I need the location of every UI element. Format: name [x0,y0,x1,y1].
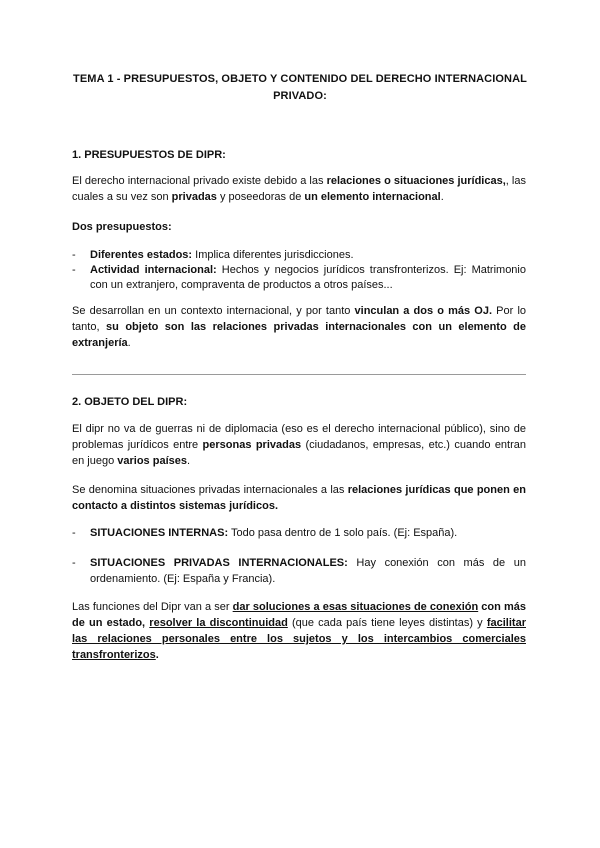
bullet-dash: - [72,557,76,569]
section-2-paragraph-1: El dipr no va de guerras ni de diplomacia (eso es el derecho internacional público), sino de problemas jurídicos entre personas privadas (ciudadanos, empresas, etc.) cuando entran en juego varios países. [72,423,527,467]
list-item: - SITUACIONES PRIVADAS INTERNACIONALES: Hay conexión con más de un ordenamiento. (Ej: España y Francia). [72,557,526,585]
list-item: - Actividad internacional: Hechos y negocios jurídicos transfronterizos. Ej: Matrimonio con un extranjero, compraventa de productos a otros países... [72,264,526,291]
list-item: - SITUACIONES INTERNAS: Todo pasa dentro de 1 solo país. (Ej: España). [72,527,458,539]
section-2-heading: 2. OBJETO DEL DIPR: [72,396,188,408]
section-1-paragraph-1: El derecho internacional privado existe debido a las relaciones o situaciones jurídicas,, las cuales a su vez son privadas y poseedoras de un elemento internacional. [72,175,526,203]
bullet-dash: - [72,264,76,276]
bullet-dash: - [72,527,76,539]
section-1-subheading: Dos presupuestos: [72,221,172,233]
section-1-paragraph-2: Se desarrollan en un contexto internacional, y por tanto vinculan a dos o más OJ. Por lo tanto, su objeto son las relaciones privadas internacionales con un elemento de extranjería. [72,305,527,349]
bullet-dash: - [72,249,76,261]
section-1-heading: 1. PRESUPUESTOS DE DIPR: [72,149,226,161]
list-item: - Diferentes estados: Implica diferentes jurisdicciones. [72,249,354,261]
document-title: TEMA 1 - PRESUPUESTOS, OBJETO Y CONTENIDO DEL DERECHO INTERNACIONAL PRIVADO: [73,73,527,102]
horizontal-divider [72,374,526,375]
section-2-paragraph-2: Se denomina situaciones privadas internacionales a las relaciones jurídicas que ponen en contacto a distintos sistemas jurídicos. [72,484,526,512]
section-2-paragraph-3: Las funciones del Dipr van a ser dar soluciones a esas situaciones de conexión con más de un estado, resolver la discontinuidad (que cada país tiene leyes distintas) y facilitar las relaciones personales entre los sujetos y los intercambios comerciales transfronterizos. [72,601,526,661]
